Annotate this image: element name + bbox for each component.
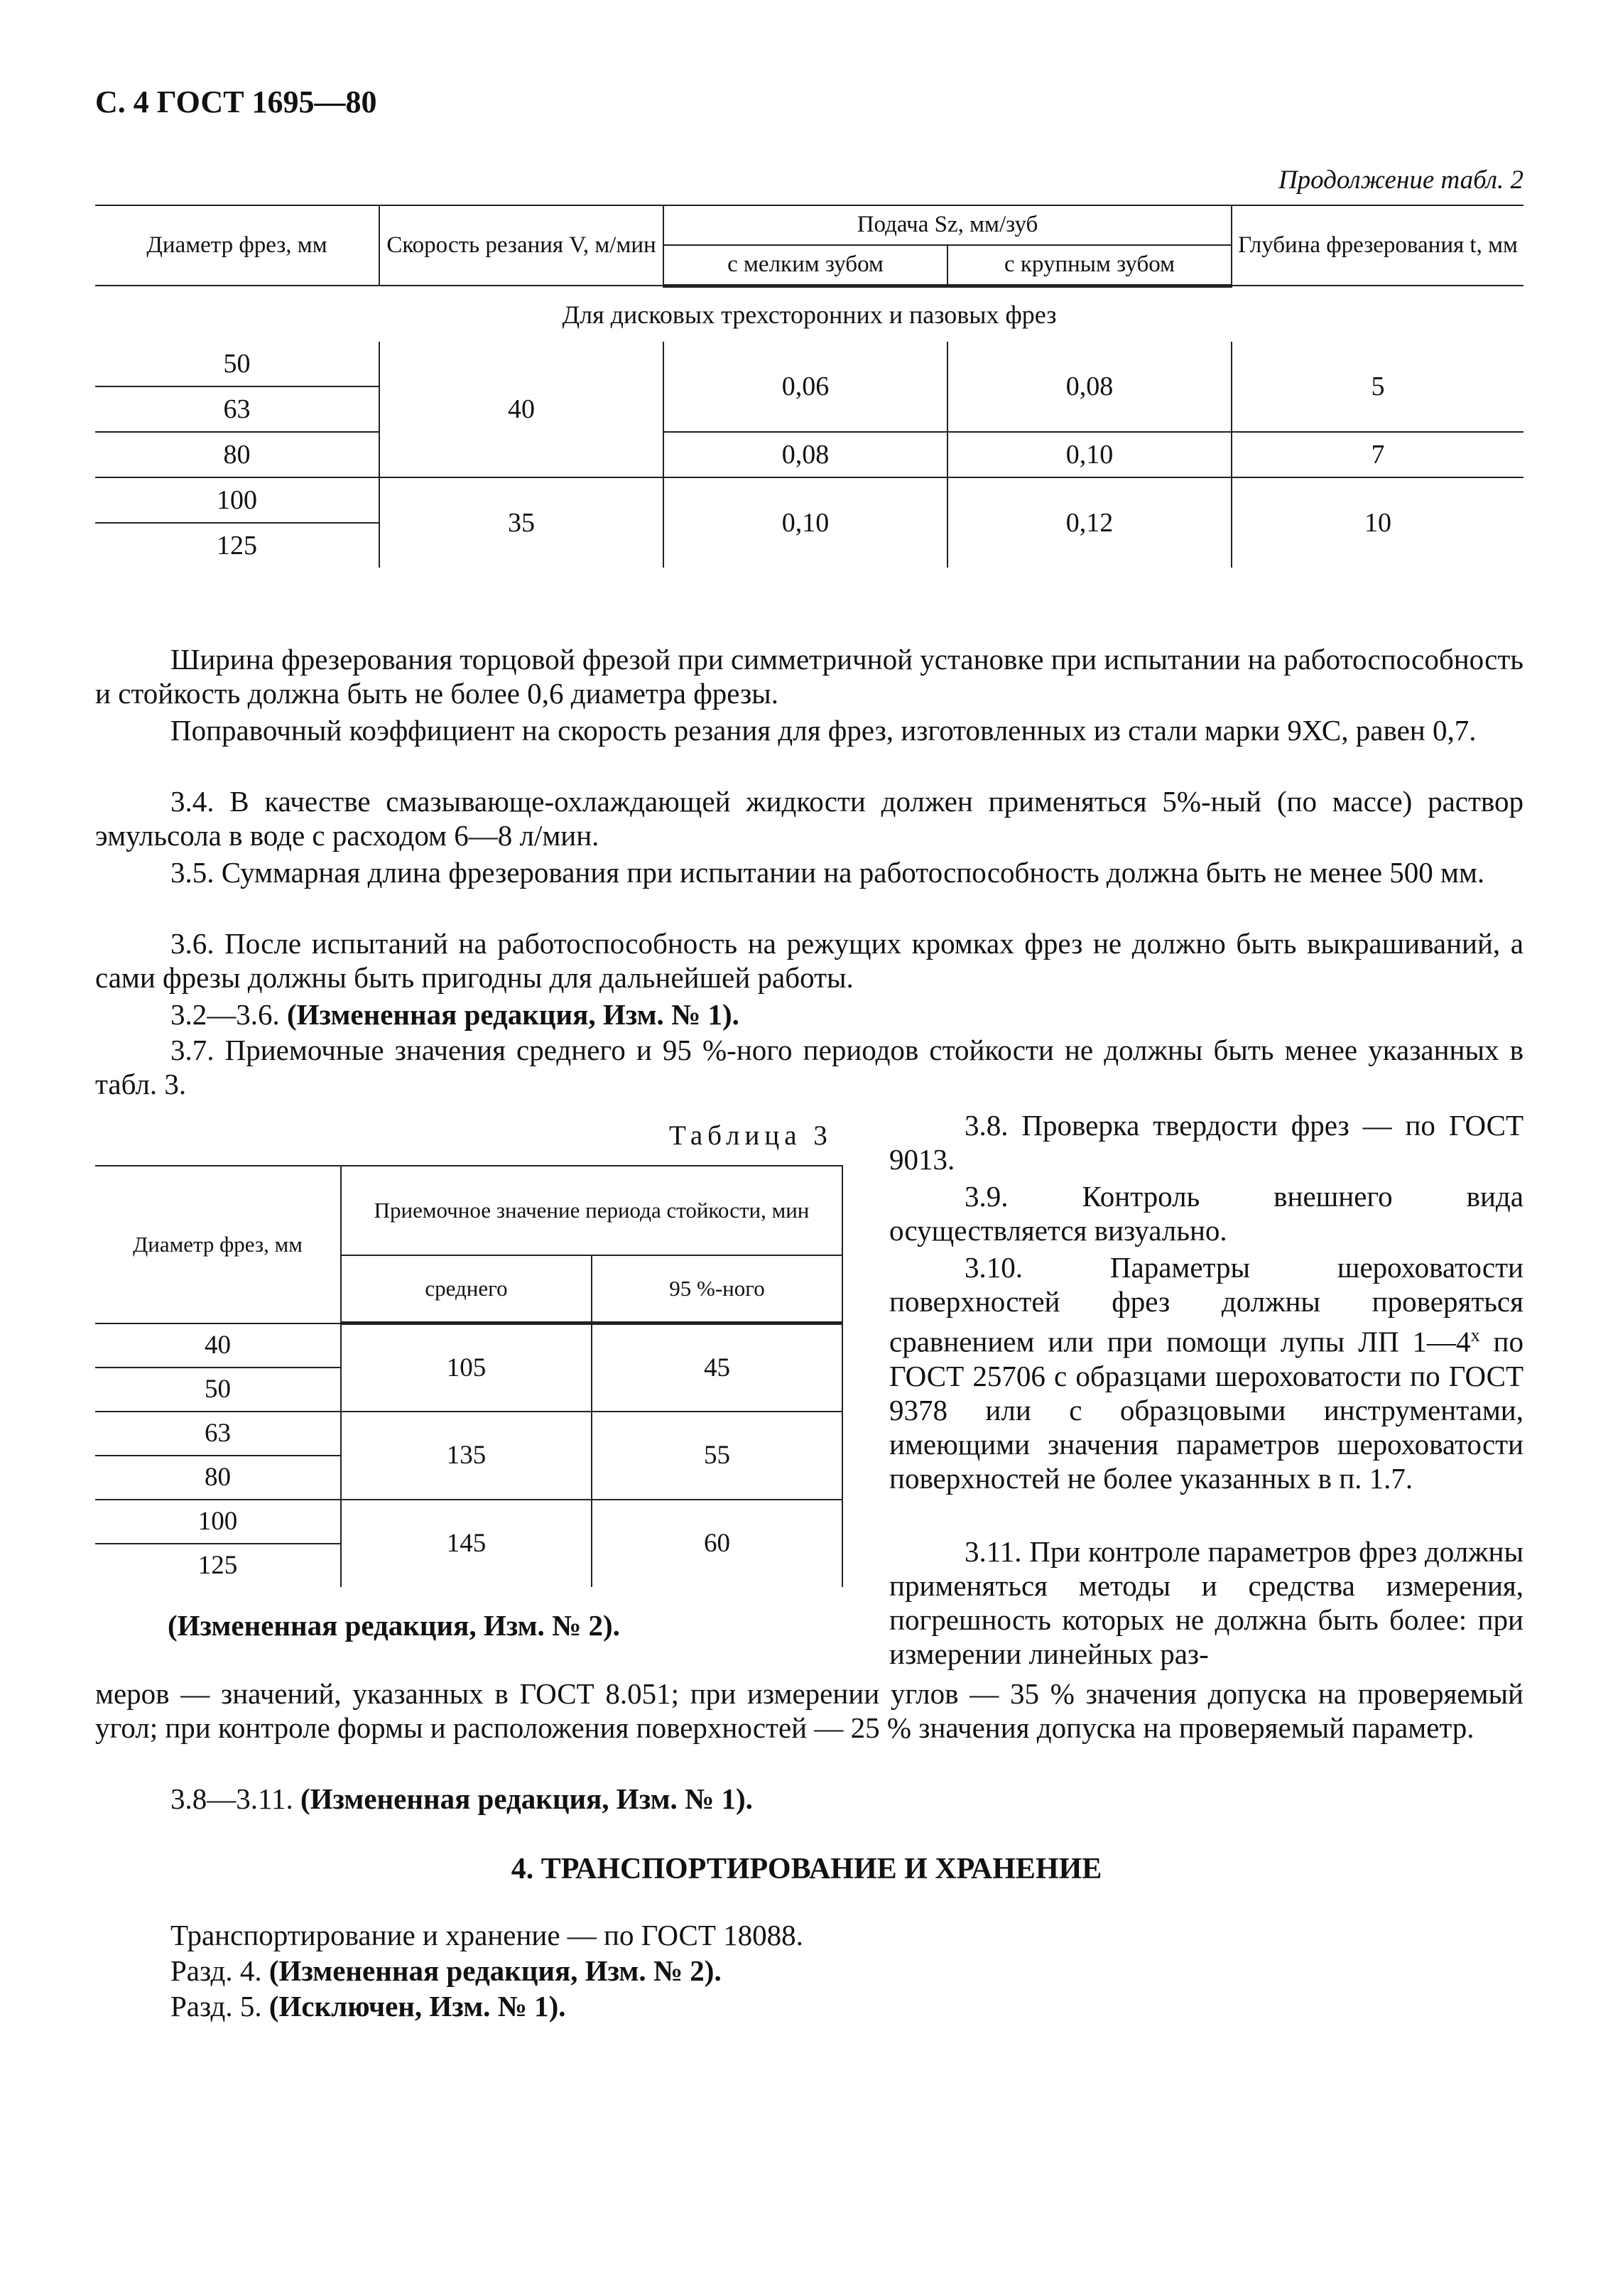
diameter-cell: 125 <box>217 530 257 561</box>
section-4-line-2: Разд. 4. (Измененная редакция, Изм. № 2). <box>170 1954 722 1987</box>
paragraph-3-11-start: 3.11. При контроле параметров фрез должны применяться методы и средства измерения, погрешность которых не должна быть более: при измерении линейных раз- <box>889 1535 1524 1670</box>
t3-diameter-cell: 40 <box>95 1323 341 1368</box>
depth-cell: 5 <box>1232 342 1524 432</box>
feed-coarse-cell: 0,08 <box>947 342 1232 432</box>
paragraph-3-11-rest: меров — значений, указанных в ГОСТ 8.051; при измерении углов — 35 % значения допуска на проверяемый угол; при контроле формы и расположения поверхностей — 25 % значения допуска на проверяемый параметр. <box>95 1677 1524 1744</box>
t3-mean-cell: 105 <box>341 1323 592 1412</box>
table-2 <box>95 205 1524 568</box>
t3-diameter-cell: 125 <box>95 1544 341 1587</box>
t3-col-value: Приемочное значение периода стойкости, мин <box>341 1166 842 1255</box>
t3-col-diameter: Диаметр фрез, мм <box>95 1166 341 1323</box>
paragraph-3-5: 3.5. Суммарная длина фрезерования при испытании на работоспособность должна быть не менее 500 мм. <box>170 856 1485 889</box>
paragraph-3-8: 3.8. Проверка твердости фрез — по ГОСТ 9013. <box>889 1109 1524 1176</box>
paragraph-3-7: 3.7. Приемочные значения среднего и 95 %-ного периодов стойкости не должны быть менее указанных в табл. 3. <box>95 1034 1524 1100</box>
page-header: С. 4 ГОСТ 1695—80 <box>95 85 377 119</box>
paragraph-correction: Поправочный коэффициент на скорость резания для фрез, изготовленных из стали марки 9ХС, равен 0,7. <box>170 714 1477 747</box>
col-feed-fine: с мелким зубом <box>663 245 947 286</box>
t3-col-mean: среднего <box>341 1255 592 1323</box>
t3-diameter-cell: 100 <box>95 1500 341 1544</box>
feed-coarse-cell: 0,12 <box>947 477 1232 568</box>
feed-coarse-cell: 0,10 <box>947 432 1232 477</box>
t3-diameter-cell: 50 <box>95 1368 341 1412</box>
depth-cell: 10 <box>1232 477 1524 568</box>
t3-mean-cell: 145 <box>341 1500 592 1587</box>
diameter-cell: 80 <box>95 432 379 477</box>
depth-cell: 7 <box>1232 432 1524 477</box>
table-3-caption: Таблица 3 <box>669 1120 832 1151</box>
t3-95-cell: 60 <box>592 1500 842 1587</box>
col-feed-coarse: с крупным зубом <box>947 245 1232 286</box>
table-3 <box>95 1165 843 1587</box>
paragraph-3-2-3-6: 3.2—3.6. (Измененная редакция, Изм. № 1). <box>170 998 739 1031</box>
speed-cell: 40 <box>379 342 663 477</box>
t3-95-cell: 55 <box>592 1412 842 1500</box>
paragraph-3-4: 3.4. В качестве смазывающе-охлаждающей жидкости должен применяться 5%-ный (по массе) раствор эмульсола в воде с расходом 6—8 л/мин. <box>95 785 1524 852</box>
paragraph-3-6: 3.6. После испытаний на работоспособность на режущих кромках фрез не должно быть выкрашиваний, а сами фрезы должны быть пригодны для дальнейшей работы. <box>95 927 1524 994</box>
col-depth: Глубина фрезерования t, мм <box>1232 205 1524 286</box>
diameter-cell: 100 <box>95 477 379 523</box>
t3-diameter-cell: 63 <box>95 1412 341 1456</box>
table-continuation-label: Продолжение табл. 2 <box>1278 166 1524 195</box>
speed-cell: 35 <box>379 477 663 568</box>
t3-mean-cell: 135 <box>341 1412 592 1500</box>
t3-col-95: 95 %-ного <box>592 1255 842 1323</box>
paragraph-width: Ширина фрезерования торцовой фрезой при симметричной установке при испытании на работоспособность и стойкость должна быть не более 0,6 диаметра фрезы. <box>95 643 1524 710</box>
col-speed: Скорость резания V, м/мин <box>379 205 663 286</box>
t3-diameter-cell: 80 <box>95 1456 341 1500</box>
section-4-title: 4. ТРАНСПОРТИРОВАНИЕ И ХРАНЕНИЕ <box>511 1853 1102 1885</box>
table-group-row: Для дисковых трехсторонних и пазовых фрез <box>562 300 1057 329</box>
paragraph-3-10: 3.10. Параметры шероховатости поверхностей фрез должны проверяться сравнением или при помощи лупы ЛП $1—4^х$ по ГОСТ 25706 с образцами шероховатости по ГОСТ 9378 или с образцовыми инструментами, имеющими значения параметров шероховатости поверхностей не более указанных в п. 1.7. <box>889 1251 1524 1495</box>
table-3-note: (Измененная редакция, Изм. № 2). <box>168 1609 620 1642</box>
feed-fine-cell: 0,06 <box>663 342 947 432</box>
paragraph-3-8-3-11: 3.8—3.11. (Измененная редакция, Изм. № 1). <box>170 1782 753 1815</box>
paragraph-3-9: 3.9. Контроль внешнего вида осуществляется визуально. <box>889 1180 1524 1247</box>
diameter-cell: 50 <box>95 342 379 386</box>
col-diameter: Диаметр фрез, мм <box>95 205 379 286</box>
feed-fine-cell: 0,10 <box>663 477 947 568</box>
section-4-line-1: Транспортирование и хранение — по ГОСТ 18088. <box>170 1919 803 1951</box>
diameter-cell: 63 <box>95 386 379 432</box>
section-4-line-3: Разд. 5. (Исключен, Изм. № 1). <box>170 1990 566 2022</box>
t3-95-cell: 45 <box>592 1323 842 1412</box>
feed-fine-cell: 0,08 <box>663 432 947 477</box>
col-feed: Подача Sz, мм/зуб <box>663 205 1232 245</box>
